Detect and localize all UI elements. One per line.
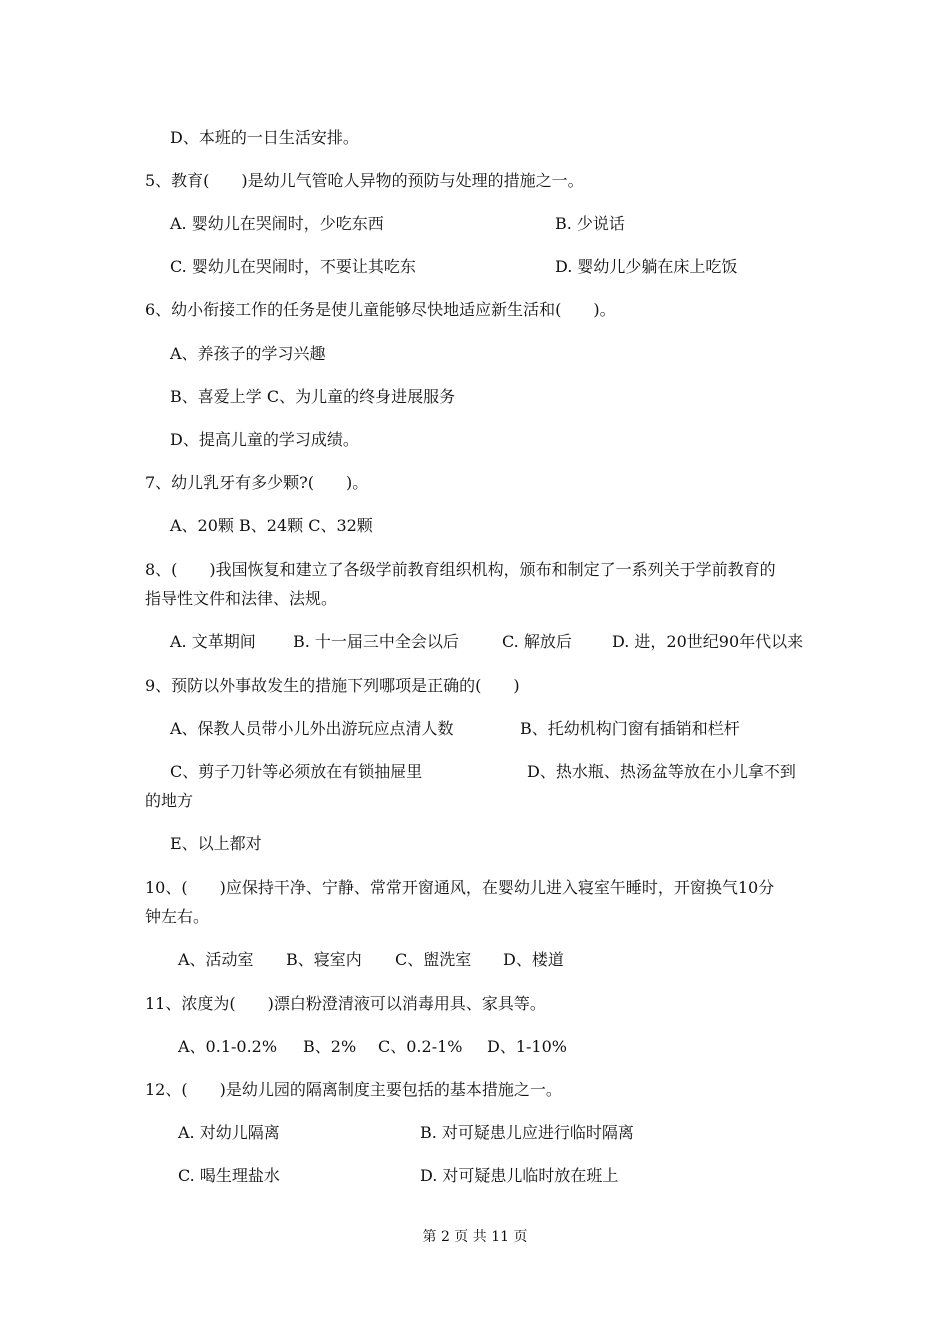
question-12: 12、( )是幼儿园的隔离制度主要包括的基本措施之一。 xyxy=(145,1080,562,1099)
question-11: 11、浓度为( )漂白粉澄清液可以消毒用具、家具等。 xyxy=(145,994,546,1013)
q12-option-b: B. 对可疑患儿应进行临时隔离 xyxy=(420,1123,634,1142)
q9-option-c: C、剪子刀针等必须放在有锁抽屉里 xyxy=(170,762,423,781)
q4-option-d: D、本班的一日生活安排。 xyxy=(170,128,359,147)
q5-option-d: D. 婴幼儿少躺在床上吃饭 xyxy=(555,257,738,276)
q9-option-e: E、以上都对 xyxy=(170,834,262,853)
q5-option-b: B. 少说话 xyxy=(555,214,625,233)
question-6: 6、幼小衔接工作的任务是使儿童能够尽快地适应新生活和( )。 xyxy=(145,300,616,319)
page-footer: 第 2 页 共 11 页 xyxy=(422,1229,528,1245)
q10-option-c: C、盥洗室 xyxy=(395,950,472,969)
question-7: 7、幼儿乳牙有多少颗?( )。 xyxy=(145,473,369,492)
q9-option-d-line-2: 的地方 xyxy=(145,791,194,810)
q9-option-d-line-1: D、热水瓶、热汤盆等放在小儿拿不到 xyxy=(527,762,796,781)
q7-options: A、20颗 B、24颗 C、32颗 xyxy=(170,516,373,535)
q12-option-d: D. 对可疑患儿临时放在班上 xyxy=(420,1166,619,1185)
q6-option-a: A、养孩子的学习兴趣 xyxy=(170,344,326,363)
q11-option-d: D、1-10% xyxy=(487,1037,567,1056)
q8-option-d: D. 进，20世纪90年代以来 xyxy=(612,632,804,651)
q9-option-b: B、托幼机构门窗有插销和栏杆 xyxy=(520,719,740,738)
q5-option-c: C. 婴幼儿在哭闹时，不要让其吃东 xyxy=(170,257,416,276)
q6-option-bc: B、喜爱上学 C、为儿童的终身进展服务 xyxy=(170,387,456,406)
q11-option-b: B、2% xyxy=(303,1037,357,1056)
q9-option-a: A、保教人员带小儿外出游玩应点清人数 xyxy=(170,719,454,738)
q8-option-b: B. 十一届三中全会以后 xyxy=(293,632,459,651)
question-5: 5、教育( )是幼儿气管呛人异物的预防与处理的措施之一。 xyxy=(145,171,584,190)
question-9: 9、预防以外事故发生的措施下列哪项是正确的( ) xyxy=(145,676,520,695)
q10-option-a: A、活动室 xyxy=(178,950,254,969)
q11-option-a: A、0.1-0.2% xyxy=(178,1037,278,1056)
q10-option-d: D、楼道 xyxy=(503,950,564,969)
q8-option-c: C. 解放后 xyxy=(502,632,572,651)
q10-option-b: B、寝室内 xyxy=(286,950,362,969)
q8-option-a: A. 文革期间 xyxy=(170,632,256,651)
question-10-line-2: 钟左右。 xyxy=(145,907,210,926)
q12-option-a: A. 对幼儿隔离 xyxy=(178,1123,280,1142)
question-10-line-1: 10、( )应保持干净、宁静、常常开窗通风，在婴幼儿进入寝室午睡时，开窗换气10分 xyxy=(145,878,775,897)
q6-option-d: D、提高儿童的学习成绩。 xyxy=(170,430,359,449)
q12-option-c: C. 喝生理盐水 xyxy=(178,1166,280,1185)
question-8-line-1: 8、( )我国恢复和建立了各级学前教育组织机构，颁布和制定了一系列关于学前教育的 xyxy=(145,560,776,579)
q5-option-a: A. 婴幼儿在哭闹时，少吃东西 xyxy=(170,214,384,233)
question-8-line-2: 指导性文件和法律、法规。 xyxy=(145,589,338,608)
q11-option-c: C、0.2-1% xyxy=(378,1037,463,1056)
